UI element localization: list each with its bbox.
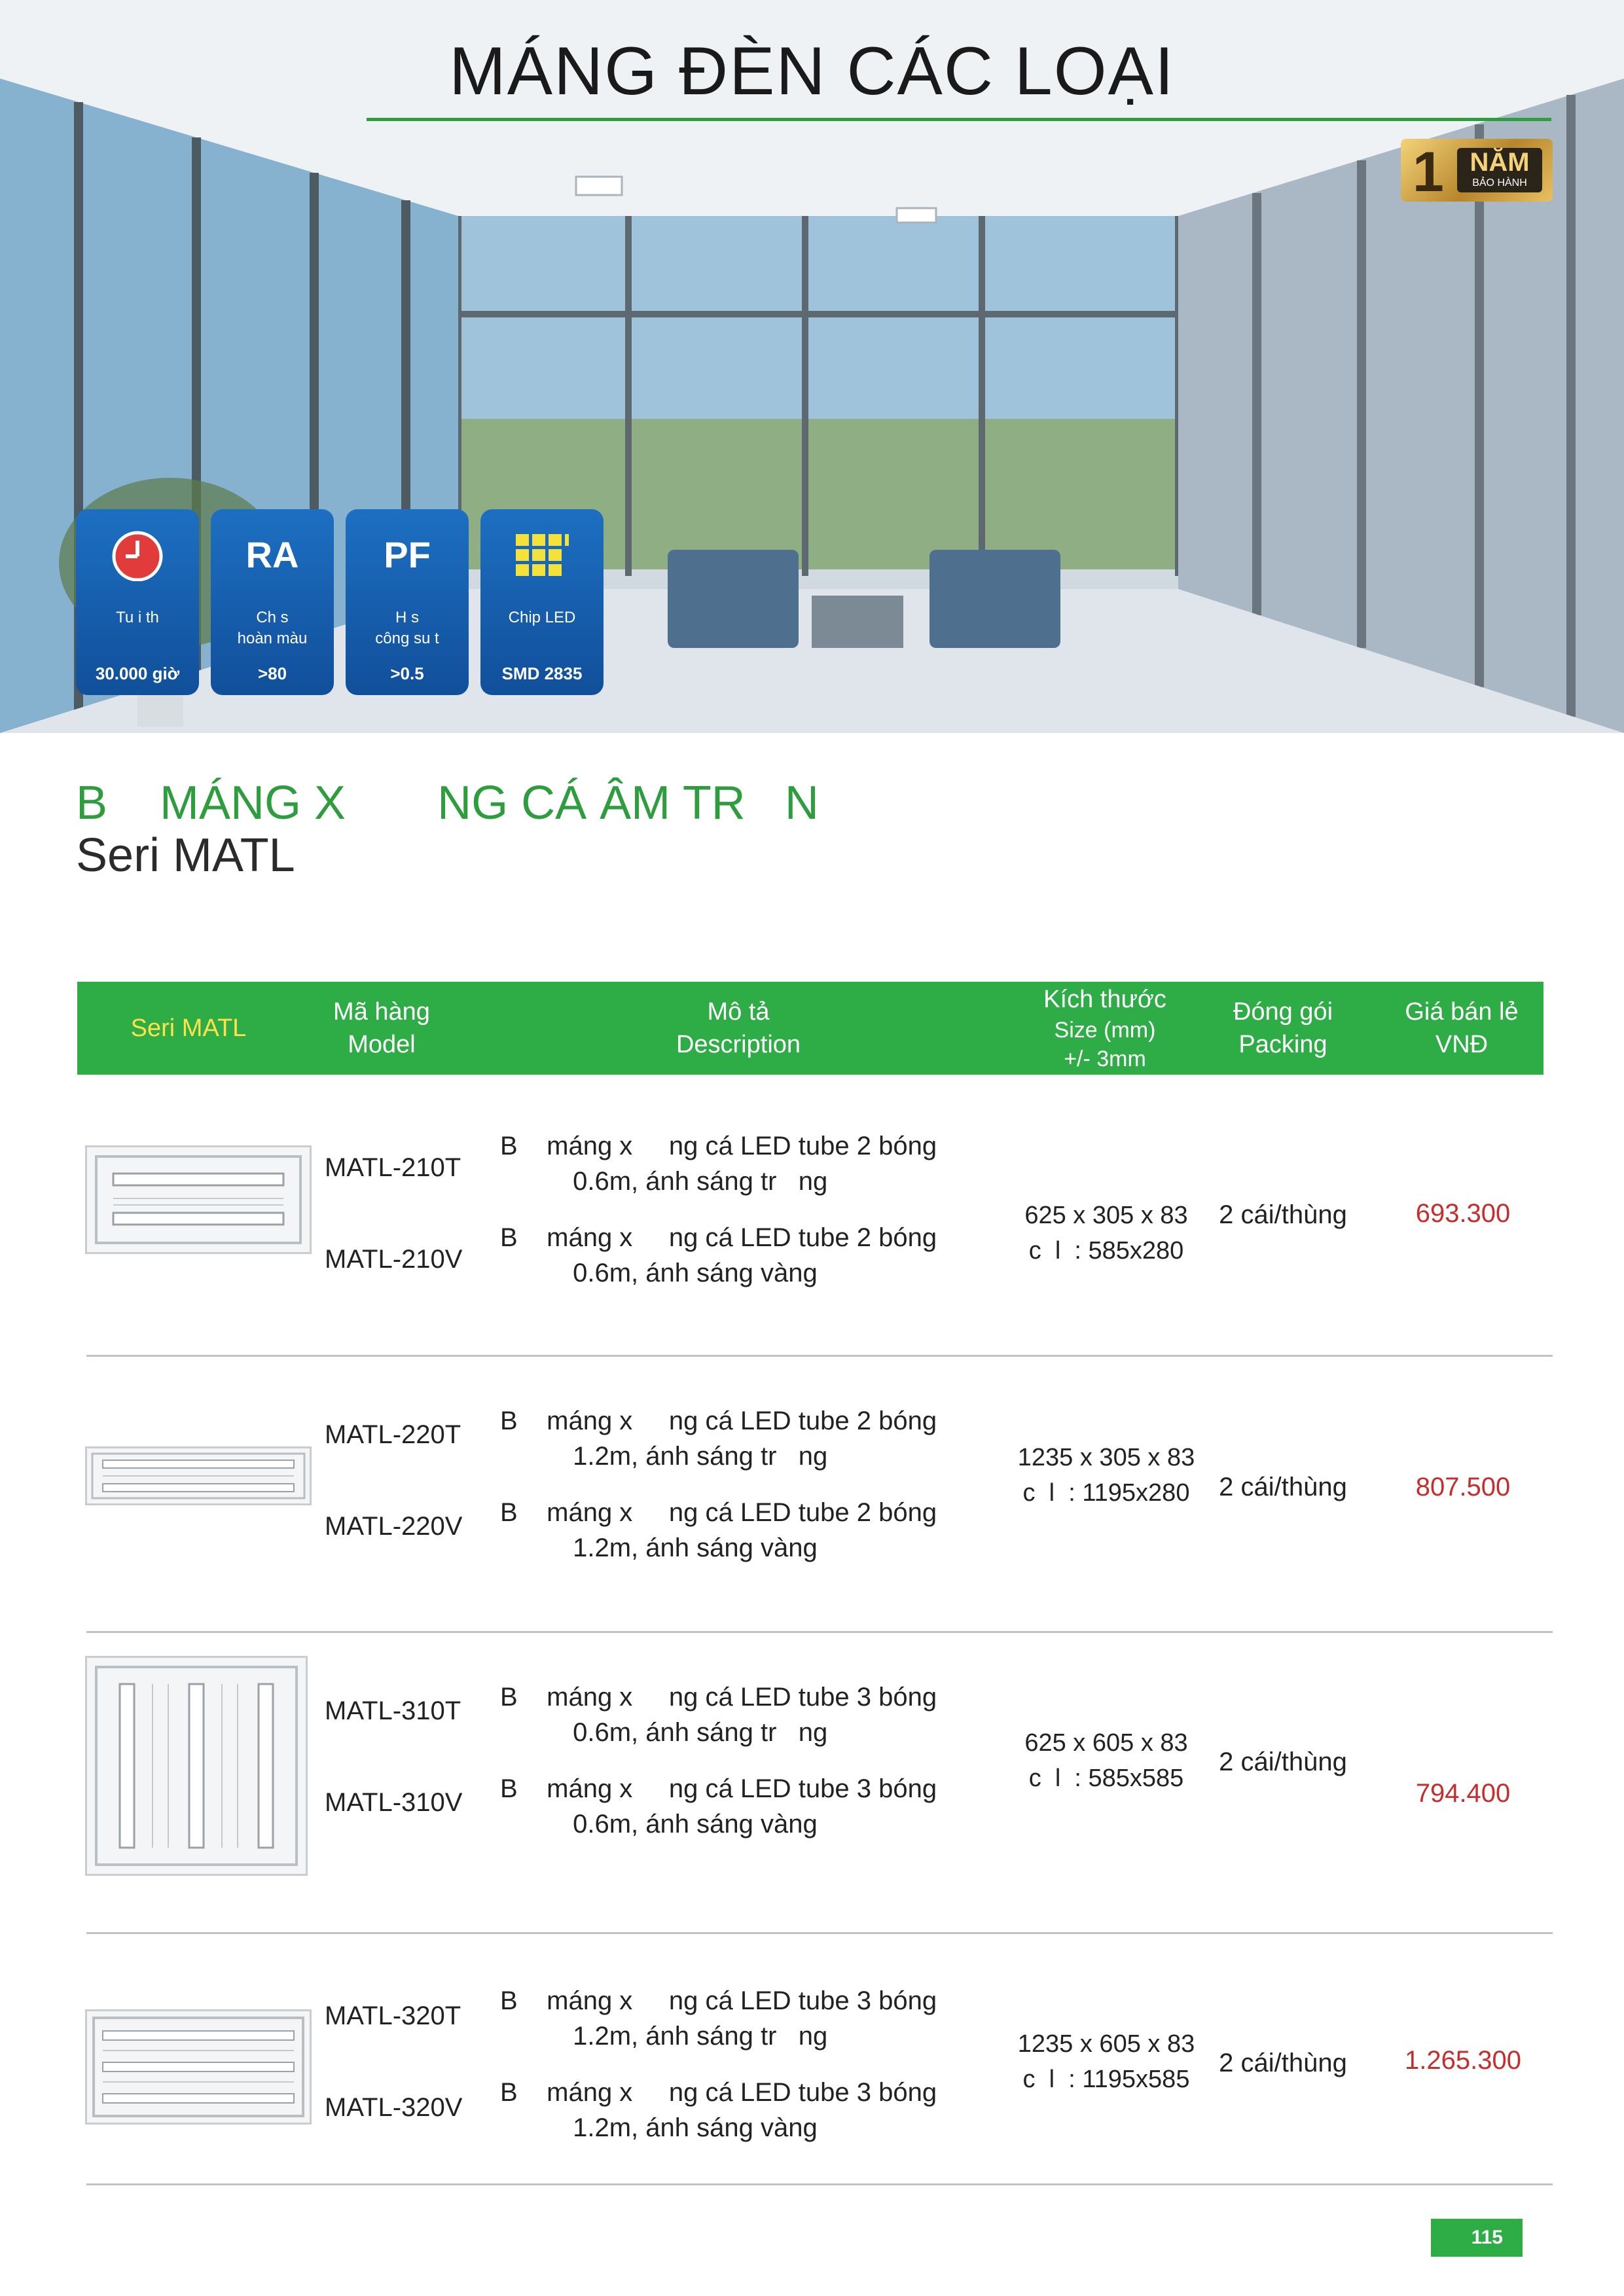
spec-label: Tu i th [116,609,159,626]
section-subtitle: Seri MATL [76,829,295,882]
warranty-word: NĂM [1470,148,1530,177]
product-price: 1.265.300 [1405,2046,1521,2075]
product-description: B máng x ng cá LED tube 3 bóng 0.6m, ánh sáng tr ng [500,1683,937,1747]
header-price [1380,982,1543,1075]
chip-led-icon [480,529,604,581]
spec-card-chip [480,509,604,695]
header-description-en: Description [676,1031,801,1058]
spec-label: H s công su t [375,609,439,647]
spec-value: 30.000 giờ [95,664,180,683]
model-code: MATL-210V [325,1245,463,1274]
table-row [0,1649,1624,1937]
spec-value: SMD 2835 [501,664,583,683]
header-model-vi: Mã hàng [333,998,430,1026]
header-packing-vi: Đóng gói [1233,998,1333,1026]
model-code: MATL-220T [325,1420,461,1449]
product-image-matl-220 [85,1446,312,1505]
model-code: MATL-310T [325,1696,461,1725]
hero-banner [0,0,1624,733]
header-size-en: Size (mm) [1054,1018,1156,1043]
table-row [0,1950,1624,2199]
header-price-en: VNĐ [1435,1031,1489,1058]
product-size: 625 x 305 x 83 c l : 585x280 [1024,1202,1188,1265]
warranty-badge [1401,139,1553,202]
warranty-sub: BẢO HÀNH [1472,177,1527,188]
page-title: MÁNG ĐÈN CÁC LOẠI [449,33,1175,109]
product-price: 693.300 [1415,1199,1511,1228]
ra-icon: RA [245,534,299,575]
model-code: MATL-220V [325,1512,463,1541]
pf-icon: PF [384,534,431,575]
spec-card-ra [211,509,334,695]
row-divider [86,2183,1553,2185]
title-underline [367,118,1551,121]
spec-label: Chip LED [508,609,576,626]
product-image-matl-210 [85,1145,312,1254]
table-header [77,982,1543,1075]
spec-value: >0.5 [390,664,424,683]
header-size-tolerance: +/- 3mm [1064,1047,1146,1071]
header-seri [77,982,300,1075]
header-price-vi: Giá bán lẻ [1405,998,1519,1026]
model-code: MATL-320V [325,2093,463,2122]
header-size-vi: Kích thước [1043,986,1166,1013]
product-size: 1235 x 305 x 83 c l : 1195x280 [1017,1444,1195,1507]
product-description: B máng x ng cá LED tube 2 bóng 0.6m, ánh sáng tr ng [500,1132,937,1196]
header-seri-label: Seri MATL [130,1014,247,1042]
product-image-matl-310 [85,1656,308,1876]
product-description: B máng x ng cá LED tube 3 bóng 1.2m, ánh sáng tr ng [500,1986,937,2051]
product-description: B máng x ng cá LED tube 3 bóng 1.2m, ánh sáng vàng [500,2078,937,2142]
warranty-number: 1 [1413,141,1444,204]
spec-value: >80 [257,664,287,683]
page-number: 115 [1431,2219,1523,2257]
warranty-label-box [1457,148,1542,192]
product-image-matl-320 [85,2009,312,2125]
product-description: B máng x ng cá LED tube 3 bóng 0.6m, ánh sáng vàng [500,1774,937,1839]
model-code: MATL-310V [325,1788,463,1817]
product-packing: 2 cái/thùng [1219,1200,1347,1229]
row-divider [86,1631,1553,1633]
product-packing: 2 cái/thùng [1219,2049,1347,2077]
section-title: B MÁNG X NG CÁ ÂM TR N [76,777,819,829]
product-price: 807.500 [1415,1473,1511,1501]
header-model [300,982,463,1075]
row-divider [86,1932,1553,1934]
spec-card-pf [346,509,469,695]
clock-icon [76,529,199,581]
header-packing [1219,982,1347,1075]
product-price: 794.400 [1415,1779,1511,1808]
header-size [994,982,1216,1075]
product-description: B máng x ng cá LED tube 2 bóng 0.6m, ánh sáng vàng [500,1223,937,1287]
product-size: 1235 x 605 x 83 c l : 1195x585 [1017,2030,1195,2093]
product-description: B máng x ng cá LED tube 2 bóng 1.2m, ánh sáng tr ng [500,1407,937,1471]
product-size: 625 x 605 x 83 c l : 585x585 [1024,1729,1188,1792]
row-divider [86,1355,1553,1357]
header-description [483,982,994,1075]
product-packing: 2 cái/thùng [1219,1748,1347,1776]
model-code: MATL-320T [325,2001,461,2030]
header-model-en: Model [348,1031,416,1058]
product-description: B máng x ng cá LED tube 2 bóng 1.2m, ánh sáng vàng [500,1498,937,1562]
table-row [0,1100,1624,1361]
header-description-vi: Mô tả [707,998,770,1026]
table-row [0,1374,1624,1636]
model-code: MATL-210T [325,1153,461,1182]
spec-card-lifetime [76,509,199,695]
spec-label: Ch s hoàn màu [237,609,308,647]
product-packing: 2 cái/thùng [1219,1473,1347,1501]
header-packing-en: Packing [1238,1031,1327,1058]
